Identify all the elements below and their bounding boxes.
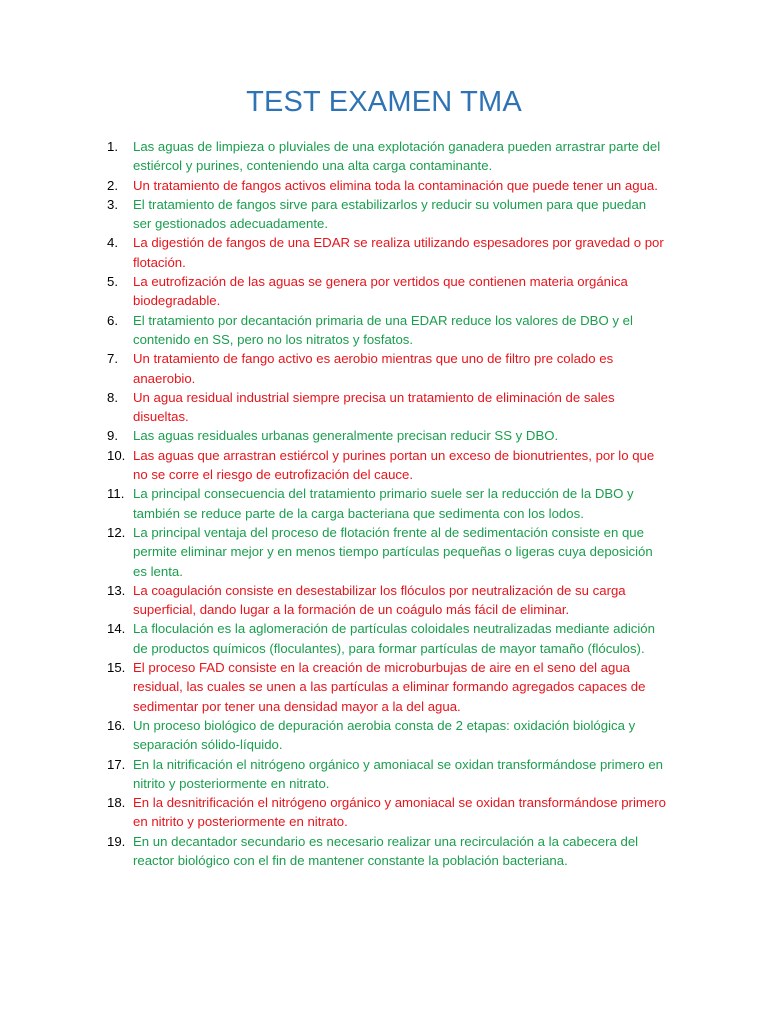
- question-number: 17.: [107, 756, 126, 772]
- question-item: [0, 581, 768, 620]
- question-item: [0, 832, 768, 871]
- question-number: 18.: [107, 795, 126, 811]
- question-item: [0, 523, 768, 581]
- question-number: 12.: [107, 524, 126, 540]
- question-text: Un tratamiento de fango activo es aerobio mientras que uno de filtro pre colado es anaerobio.: [133, 351, 614, 386]
- question-text: El proceso FAD consiste en la creación de microburbujas de aire en el seno del agua residual, las cuales se unen a las partículas a eliminar formando agregados capaces de sedimentar por tener una densidad mayor a la del agua.: [133, 660, 646, 714]
- question-text: La floculación es la aglomeración de partículas coloidales neutralizadas mediante adición de productos químicos (floculantes), para formar partículas de mayor tamaño (flóculos).: [133, 621, 655, 656]
- question-number: 7.: [107, 351, 118, 367]
- question-number: 8.: [107, 389, 118, 405]
- question-text: Un proceso biológico de depuración aerobia consta de 2 etapas: oxidación biológica y separación sólido-líquido.: [133, 717, 636, 753]
- question-text: La principal ventaja del proceso de flotación frente al de sedimentación consiste en que permite eliminar mejor y en menos tiempo partículas pequeñas o ligeras cuya deposición es lenta.: [133, 524, 653, 579]
- question-text: En la nitrificación el nitrógeno orgánico y amoniacal se oxidan transformándose primero en nitrito y posteriormente en nitrato.: [133, 756, 663, 791]
- question-number: 2.: [107, 177, 118, 193]
- question-list: [0, 137, 768, 870]
- question-number: 3.: [107, 196, 118, 212]
- question-text: Las aguas residuales urbanas generalmente precisan reducir SS y DBO.: [133, 428, 559, 444]
- question-text: Un tratamiento de fangos activos elimina toda la contaminación que puede tener un agua.: [133, 177, 658, 193]
- question-item: [0, 176, 768, 195]
- question-item: [0, 716, 768, 755]
- question-item: [0, 137, 768, 176]
- question-number: 16.: [107, 717, 126, 733]
- question-number: 1.: [107, 139, 118, 154]
- question-item: [0, 388, 768, 427]
- question-item: [0, 272, 768, 311]
- question-number: 13.: [107, 582, 126, 598]
- question-text: En un decantador secundario es necesario realizar una recirculación a la cabecera del reactor biológico con el fin de mantener constante la población bacteriana.: [133, 833, 639, 868]
- question-number: 4.: [107, 235, 118, 251]
- question-text: La digestión de fangos de una EDAR se realiza utilizando espesadores por gravedad o por flotación.: [133, 235, 664, 270]
- question-text: La coagulación consiste en desestabilizar los flóculos por neutralización de su carga superficial, dando lugar a la formación de un coágulo más fácil de eliminar.: [133, 582, 626, 618]
- question-text: La principal consecuencia del tratamiento primario suele ser la reducción de la DBO y también se reduce parte de la carga bacteriana que sedimenta con los lodos.: [133, 486, 634, 521]
- question-item: [0, 233, 768, 272]
- question-item: [0, 484, 768, 523]
- question-number: 15.: [107, 660, 126, 676]
- question-number: 9.: [107, 428, 118, 444]
- question-item: [0, 311, 768, 350]
- question-item: [0, 619, 768, 658]
- question-item: [0, 195, 768, 234]
- question-item: [0, 658, 768, 716]
- question-text: Las aguas de limpieza o pluviales de una explotación ganadera pueden arrastrar parte del estiércol y purines, conteniendo una alta carga contaminante.: [133, 139, 661, 174]
- question-item: [0, 446, 768, 485]
- page-title: TEST EXAMEN TMA: [246, 86, 522, 118]
- question-number: 10.: [107, 447, 126, 463]
- question-number: 5.: [107, 274, 118, 290]
- question-text: El tratamiento de fangos sirve para estabilizarlos y reducir su volumen para que puedan ser gestionados adecuadamente.: [133, 196, 647, 232]
- question-text: En la desnitrificación el nitrógeno orgánico y amoniacal se oxidan transformándose primero en nitrito y posteriormente en nitrato.: [133, 795, 666, 830]
- question-item: [0, 755, 768, 794]
- question-item: [0, 349, 768, 388]
- question-item: [0, 793, 768, 832]
- question-text: La eutrofización de las aguas se genera por vertidos que contienen materia orgánica biodegradable.: [133, 274, 628, 309]
- question-number: 14.: [107, 621, 126, 637]
- question-number: 19.: [107, 833, 126, 849]
- question-text: Un agua residual industrial siempre precisa un tratamiento de eliminación de sales disueltas.: [133, 389, 615, 425]
- question-item: [0, 426, 768, 445]
- question-text: Las aguas que arrastran estiércol y purines portan un exceso de bionutrientes, por lo que no se corre el riesgo de eutrofización del cauce.: [133, 447, 655, 483]
- question-text: El tratamiento por decantación primaria de una EDAR reduce los valores de DBO y el contenido en SS, pero no los nitratos y fosfatos.: [133, 312, 633, 347]
- question-number: 11.: [107, 486, 125, 502]
- question-number: 6.: [107, 312, 118, 328]
